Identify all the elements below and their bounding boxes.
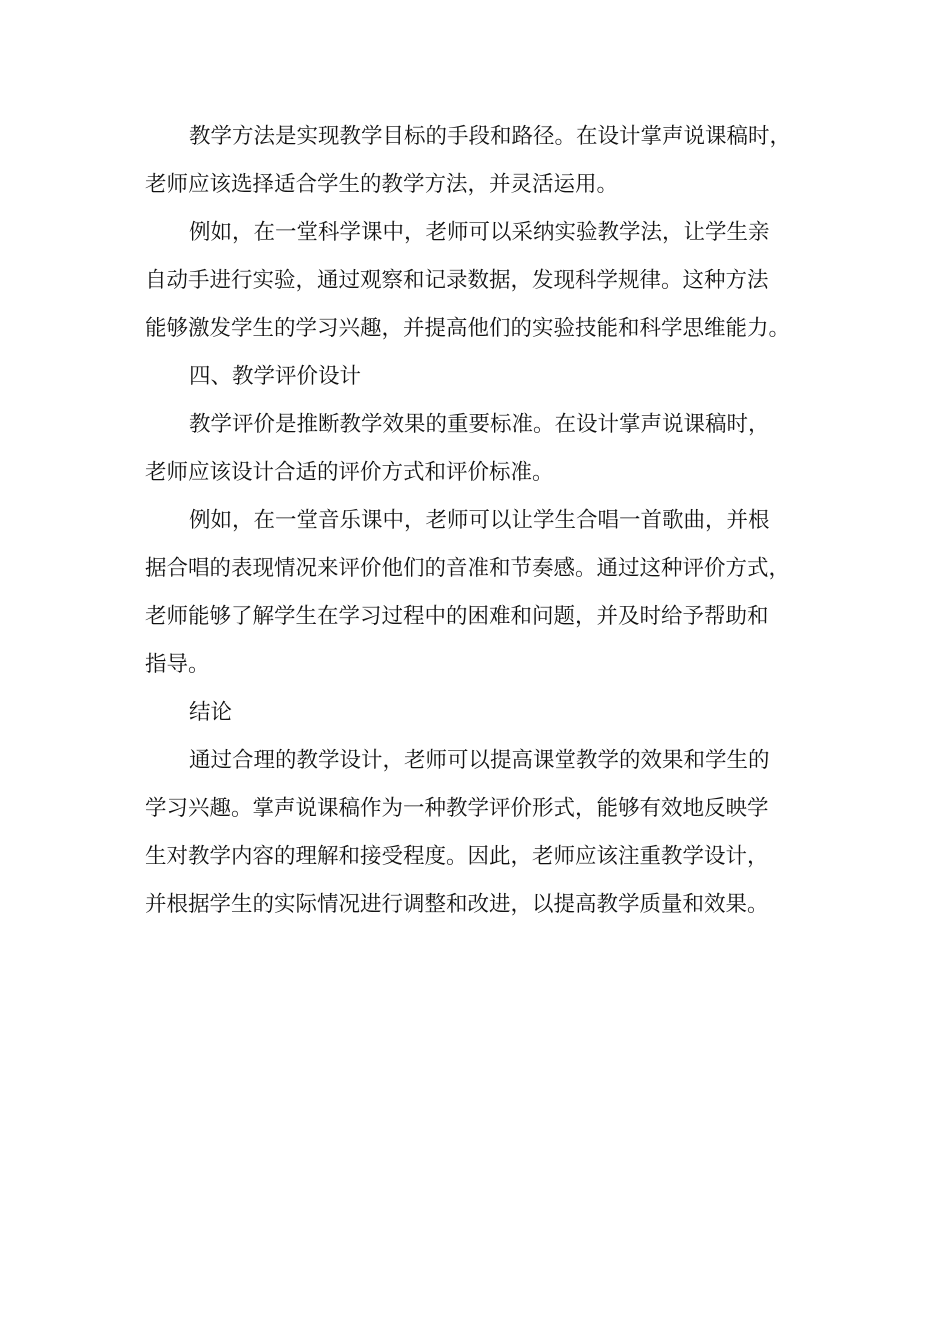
text-line: 通过合理的教学设计，老师可以提高课堂教学的效果和学生的 (189, 748, 770, 773)
section-heading-conclusion (145, 689, 815, 737)
text-line: 据合唱的表现情况来评价他们的音准和节奏感。通过这种评价方式， (145, 556, 791, 581)
text-line: 老师应该设计合适的评价方式和评价标准。 (145, 460, 554, 485)
text-line: 例如，在一堂音乐课中，老师可以让学生合唱一首歌曲，并根 (189, 508, 770, 533)
text-line: 老师能够了解学生在学习过程中的困难和问题，并及时给予帮助和 (145, 604, 769, 629)
text-line: 教学评价是推断教学效果的重要标准。在设计掌声说课稿时， (189, 412, 770, 437)
document-body (145, 113, 815, 929)
text-line: 并根据学生的实际情况进行调整和改进，以提高教学质量和效果。 (145, 892, 769, 917)
heading-line: 四、教学评价设计 (189, 364, 362, 389)
text-line: 生对教学内容的理解和接受程度。因此，老师应该注重教学设计， (145, 844, 769, 869)
text-line: 学习兴趣。掌声说课稿作为一种教学评价形式，能够有效地反映学 (145, 796, 769, 821)
paragraph-evaluation (145, 401, 815, 497)
text-line: 老师应该选择适合学生的教学方法，并灵活运用。 (145, 172, 619, 197)
paragraph-teaching-methods (145, 113, 815, 209)
text-line: 例如，在一堂科学课中，老师可以采纳实验教学法，让学生亲 (189, 220, 770, 245)
text-line: 教学方法是实现教学目标的手段和路径。在设计掌声说课稿时， (189, 124, 792, 149)
heading-line: 结论 (189, 700, 233, 725)
paragraph-conclusion (145, 737, 815, 929)
text-line: 自动手进行实验，通过观察和记录数据，发现科学规律。这种方法 (145, 268, 769, 293)
paragraph-music-example (145, 497, 815, 689)
text-line: 指导。 (145, 652, 210, 677)
paragraph-science-example (145, 209, 815, 353)
text-line: 能够激发学生的学习兴趣，并提高他们的实验技能和科学思维能力。 (145, 316, 791, 341)
section-heading-evaluation (145, 353, 815, 401)
